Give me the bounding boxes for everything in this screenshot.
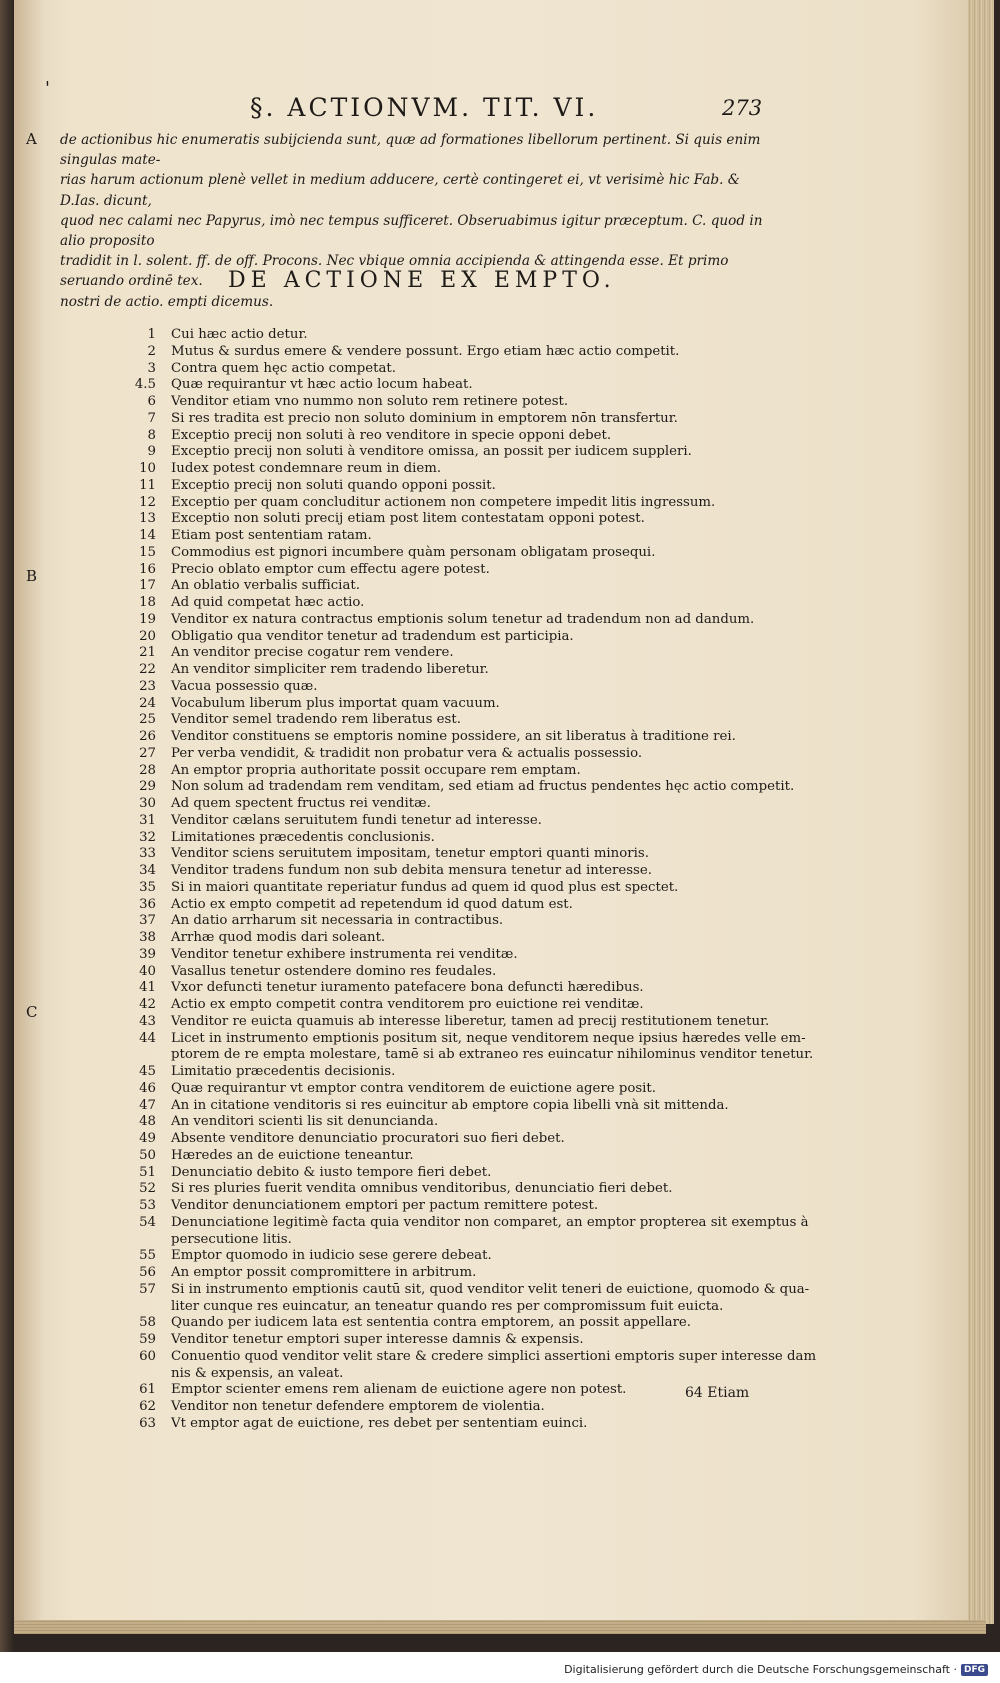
item-number: 27 <box>139 745 156 761</box>
item-text: Denunciatione legitimè facta quia venditor non comparet, an emptor propterea sit exemptus à <box>171 1214 809 1230</box>
item-text: An venditor simpliciter rem tradendo liberetur. <box>171 662 489 677</box>
summary-item <box>110 1181 770 1198</box>
summary-item <box>110 1348 817 1366</box>
summary-item <box>110 411 770 428</box>
summary-item <box>110 880 770 897</box>
item-number: 18 <box>139 595 156 610</box>
book-spine <box>0 0 14 1652</box>
item-text: Venditor tenetur exhibere instrumenta rei venditæ. <box>171 946 518 962</box>
item-number: 25 <box>139 712 156 728</box>
page-number: 273 <box>722 96 763 120</box>
summary-item <box>110 1148 770 1165</box>
summary-item <box>110 712 770 729</box>
summary-item <box>110 746 770 763</box>
item-text: Denunciatio debito & iusto tempore fieri debet. <box>171 1164 492 1180</box>
summary-item <box>110 344 770 361</box>
summary-item <box>110 478 770 495</box>
summary-item <box>110 1265 770 1282</box>
item-text: Emptor quomodo in iudicio sese gerere debeat. <box>171 1248 492 1264</box>
summary-item <box>110 1198 770 1215</box>
summary-item <box>110 1315 770 1332</box>
summary-item <box>110 1332 770 1349</box>
item-number: 50 <box>139 1147 156 1163</box>
item-number: 31 <box>139 812 156 828</box>
item-text: Vt emptor agat de euictione, res debet per sententiam euinci. <box>171 1415 588 1431</box>
summary-item <box>110 897 770 914</box>
item-text: Si in maiori quantitate reperiatur fundus ad quem id quod plus est spectet. <box>171 879 679 895</box>
item-number: 57 <box>139 1281 156 1297</box>
summary-item <box>110 1382 770 1399</box>
summary-item <box>110 796 770 813</box>
summary-item <box>110 612 770 629</box>
item-number: 16 <box>139 561 156 577</box>
item-text: Si in instrumento emptionis cautū sit, quod venditor velit teneri de euictione, quomodo & qua- <box>171 1281 810 1297</box>
item-number: 34 <box>139 863 156 878</box>
summary-item <box>110 1416 770 1433</box>
summary-item <box>110 629 770 646</box>
item-text: Si res tradita est precio non soluto dominium in emptorem nōn transfertur. <box>171 410 678 426</box>
item-text: An datio arrharum sit necessaria in contractibus. <box>171 913 504 929</box>
summary-item <box>110 763 770 780</box>
item-text: An venditor precise cogatur rem vendere. <box>171 645 454 661</box>
item-number: 7 <box>147 410 156 426</box>
summary-item <box>110 980 770 997</box>
summary-item <box>110 444 770 461</box>
item-number: 61 <box>139 1382 156 1398</box>
item-number: 11 <box>139 477 156 493</box>
item-text: Contra quem hęc actio competat. <box>171 360 396 376</box>
item-number: 2 <box>147 343 156 359</box>
item-number: 38 <box>139 930 156 945</box>
item-text: Precio oblato emptor cum effectu agere potest. <box>171 561 490 577</box>
item-text: Limitatio præcedentis decisionis. <box>171 1064 396 1079</box>
item-number: 60 <box>139 1348 156 1364</box>
catchword: 64 Etiam <box>685 1385 750 1401</box>
item-text: Mutus & surdus emere & vendere possunt. Ergo etiam hæc actio competit. <box>171 343 680 359</box>
item-number: 29 <box>139 779 156 795</box>
item-number: 58 <box>139 1315 156 1331</box>
page-edges <box>968 0 994 1624</box>
item-number: 30 <box>139 796 156 811</box>
summary-item <box>110 846 770 863</box>
summary-item <box>110 528 770 545</box>
summary-item <box>110 679 770 696</box>
summary-item <box>110 913 770 930</box>
item-text: An oblatio verbalis sufficiat. <box>171 578 360 594</box>
item-text: Exceptio precij non soluti à reo venditore in specie opponi debet. <box>171 427 612 443</box>
item-text: Venditor semel tradendo rem liberatus est. <box>171 712 461 728</box>
summary-item <box>110 813 770 830</box>
item-number: 21 <box>139 645 156 661</box>
summary-item <box>110 1114 770 1131</box>
item-text: Vacua possessio quæ. <box>171 678 318 694</box>
summary-item <box>110 662 770 679</box>
item-number: 3 <box>147 360 156 376</box>
item-number: 44 <box>139 1030 156 1046</box>
item-text: Venditor tenetur emptori super interesse damnis & expensis. <box>171 1332 584 1347</box>
item-number: 39 <box>139 946 156 962</box>
item-text: Iudex potest condemnare reum in diem. <box>171 461 442 476</box>
item-text: Venditor sciens seruitutem impositam, tenetur emptori quanti minoris. <box>171 846 649 862</box>
summary-item <box>110 645 770 662</box>
item-number: 56 <box>139 1265 156 1280</box>
summary-item <box>110 327 770 344</box>
item-number: 53 <box>139 1198 156 1213</box>
item-number: 49 <box>139 1131 156 1146</box>
item-text: Exceptio precij non soluti à venditore omissa, an possit per iudicem suppleri. <box>171 444 692 460</box>
summary-item <box>110 511 770 528</box>
item-number: 22 <box>139 662 156 677</box>
item-text: Quando per iudicem lata est sententia contra emptorem, an possit appellare. <box>171 1315 692 1331</box>
item-number: 19 <box>139 611 156 627</box>
item-text: Vxor defuncti tenetur iuramento patefacere bona defuncti hæredibus. <box>171 980 644 996</box>
summary-item <box>110 545 770 562</box>
summary-item <box>110 1014 770 1031</box>
item-number: 12 <box>139 494 156 510</box>
item-number: 43 <box>139 1013 156 1029</box>
item-text: Absente venditore denunciatio procuratori suo fieri debet. <box>171 1131 565 1146</box>
summary-item <box>110 394 770 411</box>
item-number: 10 <box>139 461 156 476</box>
item-text: Non solum ad tradendam rem venditam, sed etiam ad fructus pendentes hęc actio competit. <box>171 779 795 795</box>
summary-item <box>110 1399 770 1416</box>
summary-item <box>110 578 770 595</box>
item-number: 40 <box>139 963 156 979</box>
item-number: 52 <box>139 1181 156 1197</box>
item-number: 33 <box>139 846 156 862</box>
item-number: 63 <box>139 1415 156 1431</box>
intro-line: rias harum actionum plenè vellet in medium adducere, certè contingeret ei, vt verisimè hic Fab. & D.Ias. dicunt, <box>60 172 740 209</box>
item-number: 17 <box>139 578 156 594</box>
item-number: 20 <box>139 628 156 644</box>
summary-item <box>110 729 770 746</box>
intro-line: de actionibus hic enumeratis subijcienda sunt, quæ ad formationes libellorum pertinent. Si quis enim singulas mate- <box>60 132 761 169</box>
item-number: 46 <box>139 1080 156 1096</box>
summary-item <box>110 595 770 612</box>
item-text: Licet in instrumento emptionis positum sit, neque venditorem neque ipsius hæredes velle em- <box>171 1030 806 1046</box>
item-text: Venditor non tenetur defendere emptorem de violentia. <box>171 1399 545 1414</box>
intro-line: nostri de actio. empti dicemus. <box>60 293 274 310</box>
item-text: Commodius est pignori incumbere quàm personam obligatam prosequi. <box>171 544 656 560</box>
summary-item <box>110 1131 770 1148</box>
page-bottom-edges <box>14 1620 986 1634</box>
item-number: 28 <box>139 762 156 778</box>
summary-item <box>110 361 770 378</box>
summary-item <box>110 1248 770 1265</box>
summary-list <box>110 327 817 1433</box>
item-number: 4.5 <box>134 377 156 393</box>
margin-letter-c: C <box>26 1003 38 1021</box>
item-number: 48 <box>139 1114 156 1130</box>
item-continuation: persecutione litis. <box>171 1231 292 1247</box>
item-number: 1 <box>147 327 156 342</box>
item-text: Quæ requirantur vt hæc actio locum habeat. <box>171 377 473 393</box>
item-text: An emptor possit compromittere in arbitrum. <box>171 1265 477 1280</box>
summary-item <box>110 1064 770 1081</box>
summary-item <box>110 1081 770 1098</box>
item-text: Quæ requirantur vt emptor contra venditorem de euictione agere posit. <box>171 1080 656 1096</box>
item-number: 15 <box>139 544 156 560</box>
item-continuation: nis & expensis, an valeat. <box>171 1365 344 1381</box>
item-text: Etiam post sententiam ratam. <box>171 528 372 543</box>
summary-item <box>110 696 770 713</box>
item-text: Vocabulum liberum plus importat quam vacuum. <box>171 695 500 711</box>
item-text: Ad quid competat hæc actio. <box>171 595 365 610</box>
summary-item <box>110 930 770 947</box>
item-text: Limitationes præcedentis conclusionis. <box>171 829 435 845</box>
summary-item <box>110 428 770 445</box>
item-number: 37 <box>139 913 156 929</box>
item-text: An emptor propria authoritate possit occupare rem emptam. <box>171 762 581 778</box>
summary-item <box>110 947 770 964</box>
footer-text: Digitalisierung gefördert durch die Deutsche Forschungsgemeinschaft · <box>564 1663 957 1676</box>
item-number: 59 <box>139 1332 156 1347</box>
summary-item <box>110 964 770 981</box>
dfg-logo-icon: DFG <box>961 1664 988 1676</box>
item-text: Actio ex empto competit contra venditorem pro euictione rei venditæ. <box>171 997 644 1012</box>
item-continuation: ptorem de re empta molestare, tamē si ab extraneo res euincatur nihilominus venditor tenetur. <box>171 1047 814 1063</box>
item-number: 6 <box>147 394 156 409</box>
item-number: 32 <box>139 829 156 845</box>
summary-item <box>110 1281 810 1299</box>
item-number: 42 <box>139 997 156 1012</box>
item-text: Venditor tradens fundum non sub debita mensura tenetur ad interesse. <box>171 863 652 878</box>
digitization-footer <box>564 1663 988 1676</box>
item-text: Conuentio quod venditor velit stare & credere simplici assertioni emptoris super interesse dam <box>171 1348 817 1364</box>
item-number: 9 <box>147 444 156 460</box>
item-text: Per verba vendidit, & tradidit non probatur vera & actualis possessio. <box>171 745 643 761</box>
item-text: Vasallus tenetur ostendere domino res feudales. <box>171 963 497 979</box>
item-number: 47 <box>139 1097 156 1113</box>
summary-item <box>110 1098 770 1115</box>
section-title: DE ACTIONE EX EMPTO. <box>228 268 616 293</box>
item-number: 51 <box>139 1164 156 1180</box>
item-text: Cui hæc actio detur. <box>171 327 308 342</box>
item-number: 35 <box>139 879 156 895</box>
item-text: Venditor re euicta quamuis ab interesse liberetur, tamen ad precij restitutionem tenetur. <box>171 1013 770 1029</box>
item-continuation: liter cunque res euincatur, an teneatur quando res per compromissum fuit euicta. <box>171 1298 724 1314</box>
item-text: Arrhæ quod modis dari soleant. <box>171 930 386 945</box>
item-number: 23 <box>139 678 156 694</box>
summary-item <box>110 377 770 394</box>
item-number: 55 <box>139 1248 156 1264</box>
summary-item <box>110 863 770 880</box>
summary-item <box>110 461 770 478</box>
intro-line: quod nec calami nec Papyrus, imò nec tempus sufficeret. Obseruabimus igitur præceptum. C. quod in alio proposito <box>60 212 763 250</box>
item-text: Hæredes an de euictione teneantur. <box>171 1147 414 1163</box>
item-number: 24 <box>139 695 156 711</box>
tick-mark: ' <box>45 78 50 99</box>
item-text: Venditor ex natura contractus emptionis solum tenetur ad tradendum non ad dandum. <box>171 611 755 627</box>
item-text: Venditor constituens se emptoris nomine possidere, an sit liberatus à traditione rei. <box>171 729 736 744</box>
item-text: Venditor denunciationem emptori per pactum remittere potest. <box>171 1198 599 1213</box>
summary-item <box>110 495 770 512</box>
item-number: 41 <box>139 980 156 996</box>
item-number: 14 <box>139 528 156 543</box>
item-text: Actio ex empto competit ad repetendum id quod datum est. <box>171 896 573 912</box>
summary-item <box>110 1165 770 1182</box>
item-text: Ad quem spectent fructus rei venditæ. <box>171 796 431 811</box>
item-number: 36 <box>139 896 156 912</box>
item-text: Exceptio precij non soluti quando opponi possit. <box>171 477 496 493</box>
item-number: 13 <box>139 511 156 527</box>
item-text: An in citatione venditoris si res euincitur ab emptore copia libelli vnà sit mittenda. <box>171 1097 729 1113</box>
item-text: Exceptio per quam concluditur actionem non competere impedit litis ingressum. <box>171 494 716 510</box>
item-number: 26 <box>139 729 156 744</box>
item-number: 45 <box>139 1064 156 1079</box>
item-text: Exceptio non soluti precij etiam post litem contestatam opponi potest. <box>171 511 645 527</box>
summary-item <box>110 779 795 796</box>
item-number: 8 <box>147 427 156 443</box>
item-text: Venditor etiam vno nummo non soluto rem retinere potest. <box>171 394 569 409</box>
running-header: §. ACTIONVM. TIT. VI. <box>250 93 599 122</box>
summary-item <box>110 830 770 847</box>
summary-item <box>110 997 770 1014</box>
summary-item <box>110 562 770 579</box>
summary-item <box>110 1214 809 1232</box>
item-text: Emptor scienter emens rem alienam de euictione agere non potest. <box>171 1382 627 1398</box>
item-text: Obligatio qua venditor tenetur ad tradendum est participia. <box>171 628 574 644</box>
margin-letter-b: B <box>26 567 38 585</box>
intro-line: tradidit in l. solent. ff. de off. Procons. Nec vbique omnia accipienda & attingenda esse. Et primo seruando ordinē tex. <box>60 253 729 290</box>
item-number: 62 <box>139 1399 156 1414</box>
item-text: Venditor cælans seruitutem fundi tenetur ad interesse. <box>171 812 542 828</box>
item-number: 54 <box>139 1214 156 1230</box>
summary-item <box>110 1030 806 1048</box>
item-text: Si res pluries fuerit vendita omnibus venditoribus, denunciatio fieri debet. <box>171 1181 673 1197</box>
item-text: An venditori scienti lis sit denuncianda. <box>171 1114 439 1130</box>
margin-letter-a: A <box>26 130 37 148</box>
